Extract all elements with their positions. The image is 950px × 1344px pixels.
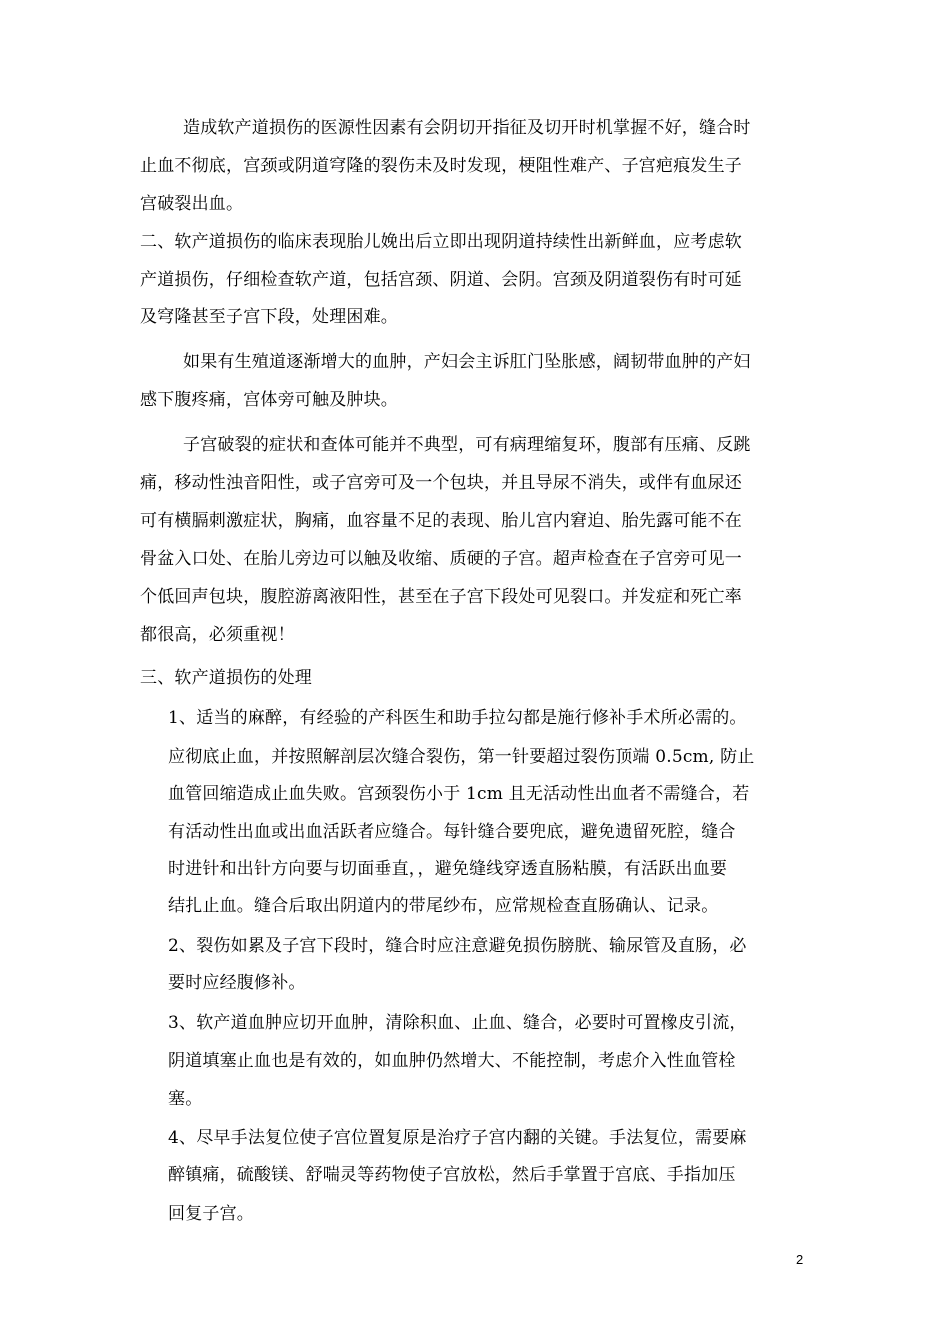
section-heading-line: 三、软产道损伤的处理	[140, 668, 312, 688]
text-line: 回复子宫。	[168, 1204, 254, 1224]
text-line: 应彻底止血，并按照解剖层次缝合裂伤，第一针要超过裂伤顶端 0.5cm, 防止	[168, 747, 755, 767]
section-heading-line: 二、软产道损伤的临床表现胎儿娩出后立即出现阴道持续性出新鲜血，应考虑软	[140, 232, 742, 252]
page-number: 2	[796, 1252, 804, 1267]
list-item-line: 4、尽早手法复位使子宫位置复原是治疗子宫内翻的关键。手法复位，需要麻	[168, 1128, 747, 1148]
list-item-line: 1、适当的麻醉，有经验的产科医生和助手拉勾都是施行修补手术所必需的。	[168, 708, 747, 728]
text-line: 有活动性出血或出血活跃者应缝合。每针缝合要兜底，避免遗留死腔，缝合	[168, 822, 736, 842]
text-line: 痛，移动性浊音阳性，或子宫旁可及一个包块，并且导尿不消失，或伴有血尿还	[140, 473, 742, 493]
text-line: 塞。	[168, 1089, 203, 1109]
list-item-line: 2、裂伤如累及子宫下段时，缝合时应注意避免损伤膀胱、输尿管及直肠，必	[168, 936, 747, 956]
text-line: 及穹隆甚至子宫下段，处理困难。	[140, 307, 398, 327]
text-line: 产道损伤，仔细检查软产道，包括宫颈、阴道、会阴。宫颈及阴道裂伤有时可延	[140, 270, 742, 290]
text-line: 如果有生殖道逐渐增大的血肿，产妇会主诉肛门坠胀感，阔韧带血肿的产妇	[183, 352, 751, 372]
text-line: 血管回缩造成止血失败。宫颈裂伤小于 1cm 且无活动性出血者不需缝合，若	[168, 784, 750, 804]
text-line: 结扎止血。缝合后取出阴道内的带尾纱布，应常规检查直肠确认、记录。	[168, 896, 719, 916]
text-line: 要时应经腹修补。	[168, 973, 306, 993]
text-line: 可有横膈刺激症状，胸痛，血容量不足的表现、胎儿宫内窘迫、胎先露可能不在	[140, 511, 742, 531]
text-line: 阴道填塞止血也是有效的，如血肿仍然增大、不能控制，考虑介入性血管栓	[168, 1051, 736, 1071]
text-line: 造成软产道损伤的医源性因素有会阴切开指征及切开时机掌握不好，缝合时	[183, 118, 751, 138]
text-line: 时进针和出针方向要与切面垂直，，避免缝线穿透直肠粘膜，有活跃出血要	[168, 859, 728, 879]
list-item-line: 3、软产道血肿应切开血肿，清除积血、止血、缝合，必要时可置橡皮引流，	[168, 1013, 747, 1033]
text-line: 都很高，必须重视！	[140, 625, 295, 645]
text-line: 醉镇痛，硫酸镁、舒喘灵等药物使子宫放松，然后手掌置于宫底、手指加压	[168, 1165, 736, 1185]
text-line: 宫破裂出血。	[140, 194, 244, 214]
text-line: 止血不彻底，宫颈或阴道穹隆的裂伤未及时发现，梗阻性难产、子宫疤痕发生子	[140, 156, 742, 176]
text-line: 个低回声包块，腹腔游离液阳性，甚至在子宫下段处可见裂口。并发症和死亡率	[140, 587, 742, 607]
text-line: 骨盆入口处、在胎儿旁边可以触及收缩、质硬的子宫。超声检查在子宫旁可见一	[140, 549, 742, 569]
text-line: 子宫破裂的症状和查体可能并不典型，可有病理缩复环，腹部有压痛、反跳	[183, 435, 751, 455]
text-line: 感下腹疼痛，宫体旁可触及肿块。	[140, 390, 398, 410]
